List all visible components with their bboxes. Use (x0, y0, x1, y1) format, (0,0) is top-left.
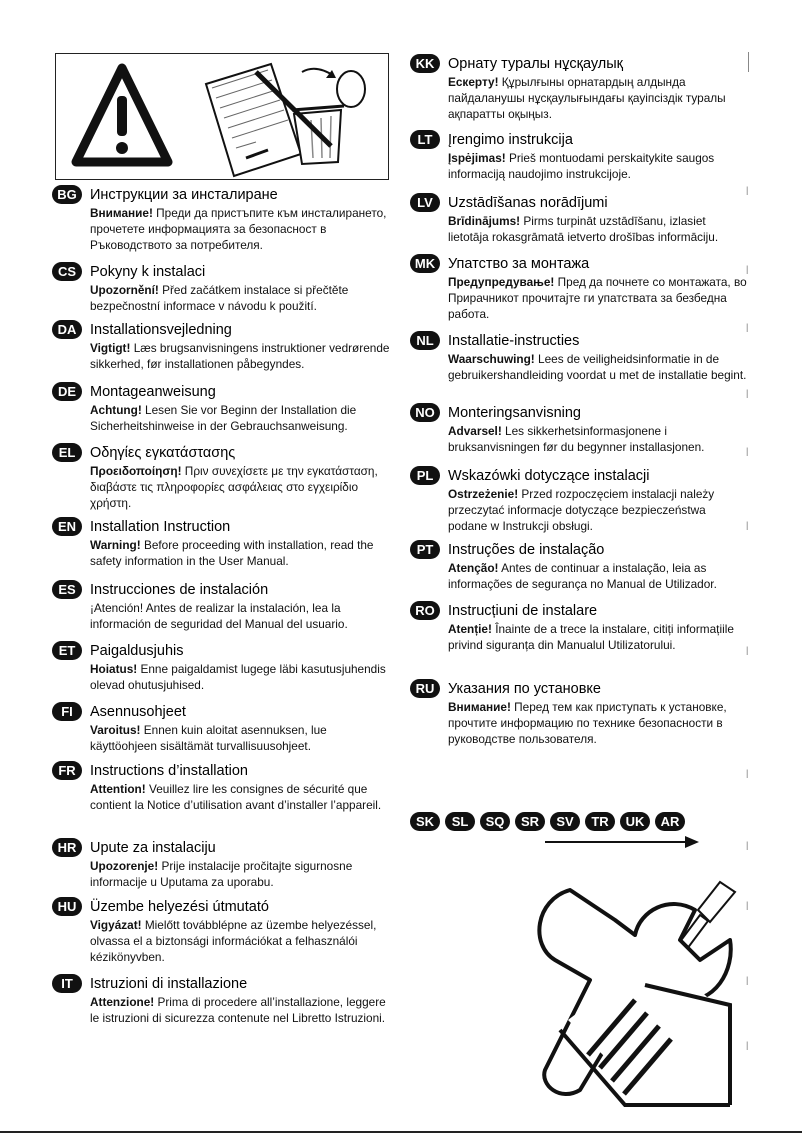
instruction-title: Указания по установке (448, 681, 601, 697)
warning-text: ¡Atención! Antes de realizar la instalación, lea la información de seguridad del Manual del usuario. (90, 601, 348, 631)
warning-triangle-icon (76, 68, 168, 162)
page-bottom-rule (0, 1131, 802, 1133)
manual-icon (206, 64, 301, 176)
instruction-title: Paigaldusjuhis (90, 643, 184, 659)
warning-label: Hoiatus! (90, 662, 138, 676)
warning-text: Pirms turpināt uzstādīšanu, izlasiet lietotāja rokasgrāmatā ietverto drošības informāciju. (448, 214, 719, 244)
language-badge: NO (410, 403, 440, 422)
language-badge-sq: SQ (480, 812, 510, 831)
instruction-body (90, 600, 390, 632)
instruction-title: Üzembe helyezési útmutató (90, 899, 269, 915)
warning-text: Lees de veiligheidsinformatie in de gebruikershandleiding voordat u met de installatie begint. (448, 352, 747, 382)
warning-label: Ескерту! (448, 75, 499, 89)
instruction-title: Οδηγίες εγκατάστασης (90, 445, 236, 461)
warning-text: Înainte de a trece la instalare, citiți informațiile privind siguranța din Manualul Utilizatorului. (448, 622, 734, 652)
instruction-body (90, 205, 390, 253)
warning-label: Attenzione! (90, 995, 155, 1009)
language-badge: BG (52, 185, 82, 204)
language-badge: ES (52, 580, 82, 599)
warning-label: Ostrzeżenie! (448, 487, 519, 501)
warning-label: Brīdinājums! (448, 214, 521, 228)
instruction-body (448, 699, 748, 747)
instruction-title: Istruzioni di installazione (90, 976, 248, 992)
margin-dot: | (746, 446, 749, 456)
warning-text: Prieš montuodami perskaitykite saugos informaciją naudojimo instrukcijoje. (448, 151, 715, 181)
warning-text: Antes de continuar a instalação, leia as informações de segurança no Manual de Utilizador. (448, 561, 717, 591)
instruction-body (90, 722, 390, 754)
instruction-body (448, 486, 748, 534)
instruction-title: Asennusohjeet (90, 704, 186, 720)
instruction-body (448, 351, 748, 383)
instruction-body (90, 994, 390, 1026)
instruction-title: Installatie-instructies (448, 333, 580, 349)
instruction-body (448, 423, 748, 455)
instruction-title: Montageanweisung (90, 384, 216, 400)
instruction-title: Pokyny k instalaci (90, 264, 206, 280)
safety-illustration (55, 53, 389, 180)
warning-text: Les sikkerhetsinformasjonene i bruksanvisningen før du begynner installasjonen. (448, 424, 705, 454)
instruction-body (90, 340, 390, 372)
language-badge: IT (52, 974, 82, 993)
warning-text: Пред да почнете со монтажата, во Прирачникот прочитајте ги упатствата за безбедна работа. (448, 275, 747, 321)
margin-dot: | (746, 768, 749, 778)
warning-text: Veuillez lire les consignes de sécurité que contient la Notice d’utilisation avant d’installer l’appareil. (90, 782, 382, 812)
language-badge-sv: SV (550, 812, 580, 831)
instruction-title: Wskazówki dotyczące instalacji (448, 468, 650, 484)
warning-text: Құрылғыны орнатардың алдында пайдаланушы нұсқаулығындағы қауіпсіздік туралы ақпаратты оқыңыз. (448, 75, 726, 121)
instruction-title: Įrengimo instrukcija (448, 132, 573, 148)
warning-text: Πριν συνεχίσετε με την εγκατάσταση, διαβάστε τις πληροφορίες ασφάλειας στο εγχειρίδιο χρήστη. (90, 464, 378, 510)
warning-label: Προειδοποίηση! (90, 464, 182, 478)
language-badge: KK (410, 54, 440, 73)
margin-dot: | (746, 322, 749, 332)
instruction-body (90, 402, 390, 434)
language-badge: DE (52, 382, 82, 401)
language-badge-tr: TR (585, 812, 615, 831)
language-badge: FR (52, 761, 82, 780)
margin-dot: | (746, 388, 749, 398)
instruction-body (448, 274, 748, 322)
instruction-title: Installationsvejledning (90, 322, 232, 338)
instruction-body (90, 282, 390, 314)
margin-dot: | (746, 975, 749, 985)
language-badge-sl: SL (445, 812, 475, 831)
language-badge: ET (52, 641, 82, 660)
instruction-body (448, 560, 748, 592)
language-badge: MK (410, 254, 440, 273)
language-badge-sr: SR (515, 812, 545, 831)
warning-label: Atenție! (448, 622, 492, 636)
more-languages (410, 812, 685, 831)
margin-dot: | (746, 185, 749, 195)
warning-label: Vigyázat! (90, 918, 142, 932)
warning-label: Advarsel! (448, 424, 502, 438)
language-badge: LT (410, 130, 440, 149)
language-badge: LV (410, 193, 440, 212)
warning-text: Перед тем как приступать к установке, прочтите информацию по технике безопасности в руководстве пользователя. (448, 700, 727, 746)
warning-label: Внимание! (90, 206, 153, 220)
warning-label: Achtung! (90, 403, 142, 417)
warning-text: Prima di procedere all’installazione, leggere le istruzioni di sicurezza contenute nel Libretto Istruzioni. (90, 995, 386, 1025)
language-badge: EL (52, 443, 82, 462)
language-badge: HR (52, 838, 82, 857)
warning-text: Mielőtt továbblépne az üzembe helyezéssel, olvassa el a biztonsági információkat a felhasználói kézikönyvben. (90, 918, 377, 964)
margin-dot: | (746, 520, 749, 530)
instruction-body (90, 781, 390, 813)
instruction-title: Upute za instalaciju (90, 840, 216, 856)
margin-dot: | (746, 645, 749, 655)
language-badge: RU (410, 679, 440, 698)
warning-label: Предупредување! (448, 275, 555, 289)
instruction-title: Instruções de instalação (448, 542, 605, 558)
warning-label: Vigtigt! (90, 341, 131, 355)
instruction-title: Uzstādīšanas norādījumi (448, 195, 608, 211)
margin-dot: | (746, 1040, 749, 1050)
warning-label: Warning! (90, 538, 141, 552)
language-badge: EN (52, 517, 82, 536)
instruction-body (90, 463, 390, 511)
language-badge: HU (52, 897, 82, 916)
language-badge: PT (410, 540, 440, 559)
warning-text: Læs brugsanvisningens instruktioner vedrørende sikkerhed, før installationen påbegyndes. (90, 341, 390, 371)
margin-rule (748, 52, 749, 72)
instruction-title: Instrucciones de instalación (90, 582, 269, 598)
margin-dot: | (746, 840, 749, 850)
warning-text: Преди да пристъпите към инсталирането, прочетете информацията за безопасност в Ръководството за потребителя. (90, 206, 387, 252)
instruction-title: Орнату туралы нұсқаулық (448, 56, 624, 72)
warning-label: Waarschuwing! (448, 352, 535, 366)
warning-label: Varoitus! (90, 723, 141, 737)
language-badge: PL (410, 466, 440, 485)
warning-text: Before proceeding with installation, read the safety information in the User Manual. (90, 538, 374, 568)
margin-dot: | (746, 900, 749, 910)
instruction-body (90, 858, 390, 890)
wrench-screwdriver-icon (530, 880, 745, 1110)
warning-text: Enne paigaldamist lugege läbi kasutusjuhendis olevad ohutusjuhised. (90, 662, 386, 692)
warning-text: Před začátkem instalace si přečtěte bezpečnostní informace v návodu k použití. (90, 283, 349, 313)
warning-text: Lesen Sie vor Beginn der Installation die Sicherheitshinweise in der Gebrauchsanweisung. (90, 403, 357, 433)
warning-label: Upozornění! (90, 283, 159, 297)
instruction-body (90, 661, 390, 693)
instruction-title: Упатство за монтажа (448, 256, 590, 272)
warning-text: Ennen kuin aloitat asennuksen, lue käyttöohjeen sisältämät turvallisuusohjeet. (90, 723, 327, 753)
language-badge-uk: UK (620, 812, 650, 831)
margin-dot: | (746, 264, 749, 274)
warning-label: Upozorenje! (90, 859, 159, 873)
language-badge: NL (410, 331, 440, 350)
instruction-body (448, 213, 748, 245)
language-badge-ar: AR (655, 812, 685, 831)
instruction-body (90, 537, 390, 569)
instruction-title: Instrucțiuni de instalare (448, 603, 598, 619)
warning-text: Przed rozpoczęciem instalacji należy przeczytać informacje dotyczące bezpieczeństwa podane w Instrukcji obsługi. (448, 487, 715, 533)
arrow-right-icon (545, 834, 701, 850)
instruction-body (448, 621, 748, 653)
instruction-title: Monteringsanvisning (448, 405, 581, 421)
language-badge-sk: SK (410, 812, 440, 831)
warning-label: Atenção! (448, 561, 499, 575)
instruction-body (90, 917, 390, 965)
language-badge: DA (52, 320, 82, 339)
instruction-body (448, 150, 748, 182)
language-badge: RO (410, 601, 440, 620)
warning-label: Attention! (90, 782, 146, 796)
warning-label: Įspėjimas! (448, 151, 506, 165)
instruction-title: Instructions d’installation (90, 763, 248, 779)
warning-label: Внимание! (448, 700, 511, 714)
instruction-title: Installation Instruction (90, 519, 231, 535)
instruction-body (448, 74, 748, 122)
language-badge: CS (52, 262, 82, 281)
instruction-title: Инструкции за инсталиране (90, 187, 278, 203)
warning-text: Prije instalacije pročitajte sigurnosne informacije u Uputama za uporabu. (90, 859, 353, 889)
language-badge: FI (52, 702, 82, 721)
